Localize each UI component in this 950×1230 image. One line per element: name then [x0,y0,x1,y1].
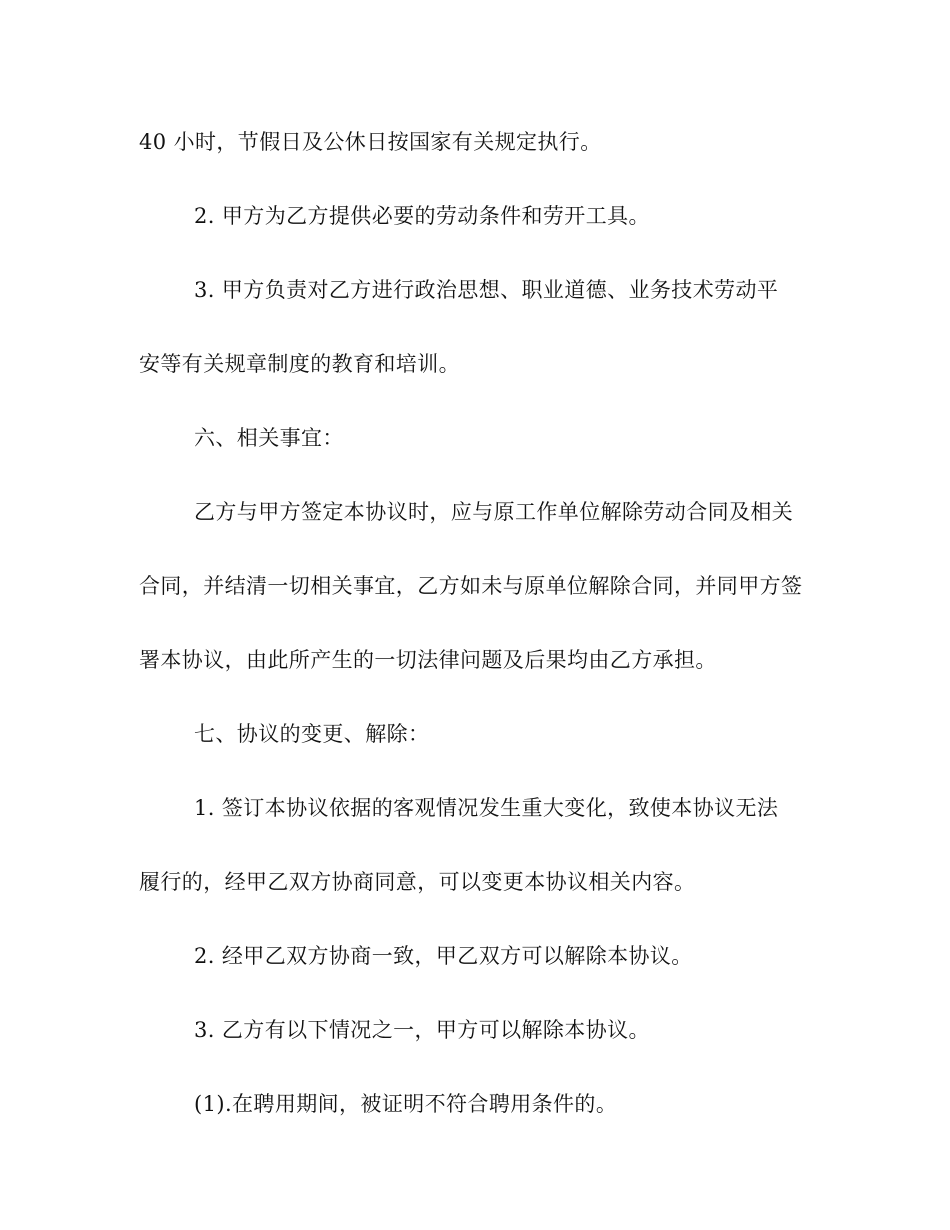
section-heading-related-matters: 六、相关事宜： [194,426,344,450]
text-line-related-matters: 乙方与甲方签定本协议时，应与原工作单位解除劳动合同及相关 [194,500,794,524]
section-heading-change-termination: 七、协议的变更、解除： [194,722,430,746]
text-line-change-clause-3: 3. 乙方有以下情况之一，甲方可以解除本协议。 [194,1018,650,1042]
text-line-clause-3-training-cont: 安等有关规章制度的教育和培训。 [139,352,460,376]
text-line-clause-2-conditions: 2. 甲方为乙方提供必要的劳动条件和劳开工具。 [194,204,650,228]
text-line-related-matters-cont-1: 合同，并结清一切相关事宜，乙方如未与原单位解除合同，并同甲方签 [139,574,803,598]
text-line-change-clause-2: 2. 经甲乙双方协商一致，甲乙双方可以解除本协议。 [194,944,693,968]
text-line-work-hours: 40 小时，节假日及公休日按国家有关规定执行。 [139,130,602,154]
text-line-change-clause-1-cont: 履行的，经甲乙双方协商同意，可以变更本协议相关内容。 [139,870,696,894]
text-line-clause-3-training: 3. 甲方负责对乙方进行政治思想、职业道德、业务技术劳动平 [194,278,779,302]
text-line-sub-clause-1: (1).在聘用期间，被证明不符合聘用条件的。 [194,1092,618,1116]
text-line-related-matters-cont-2: 署本协议，由此所产生的一切法律问题及后果均由乙方承担。 [139,648,717,672]
text-line-change-clause-1: 1. 签订本协议依据的客观情况发生重大变化，致使本协议无法 [194,796,779,820]
